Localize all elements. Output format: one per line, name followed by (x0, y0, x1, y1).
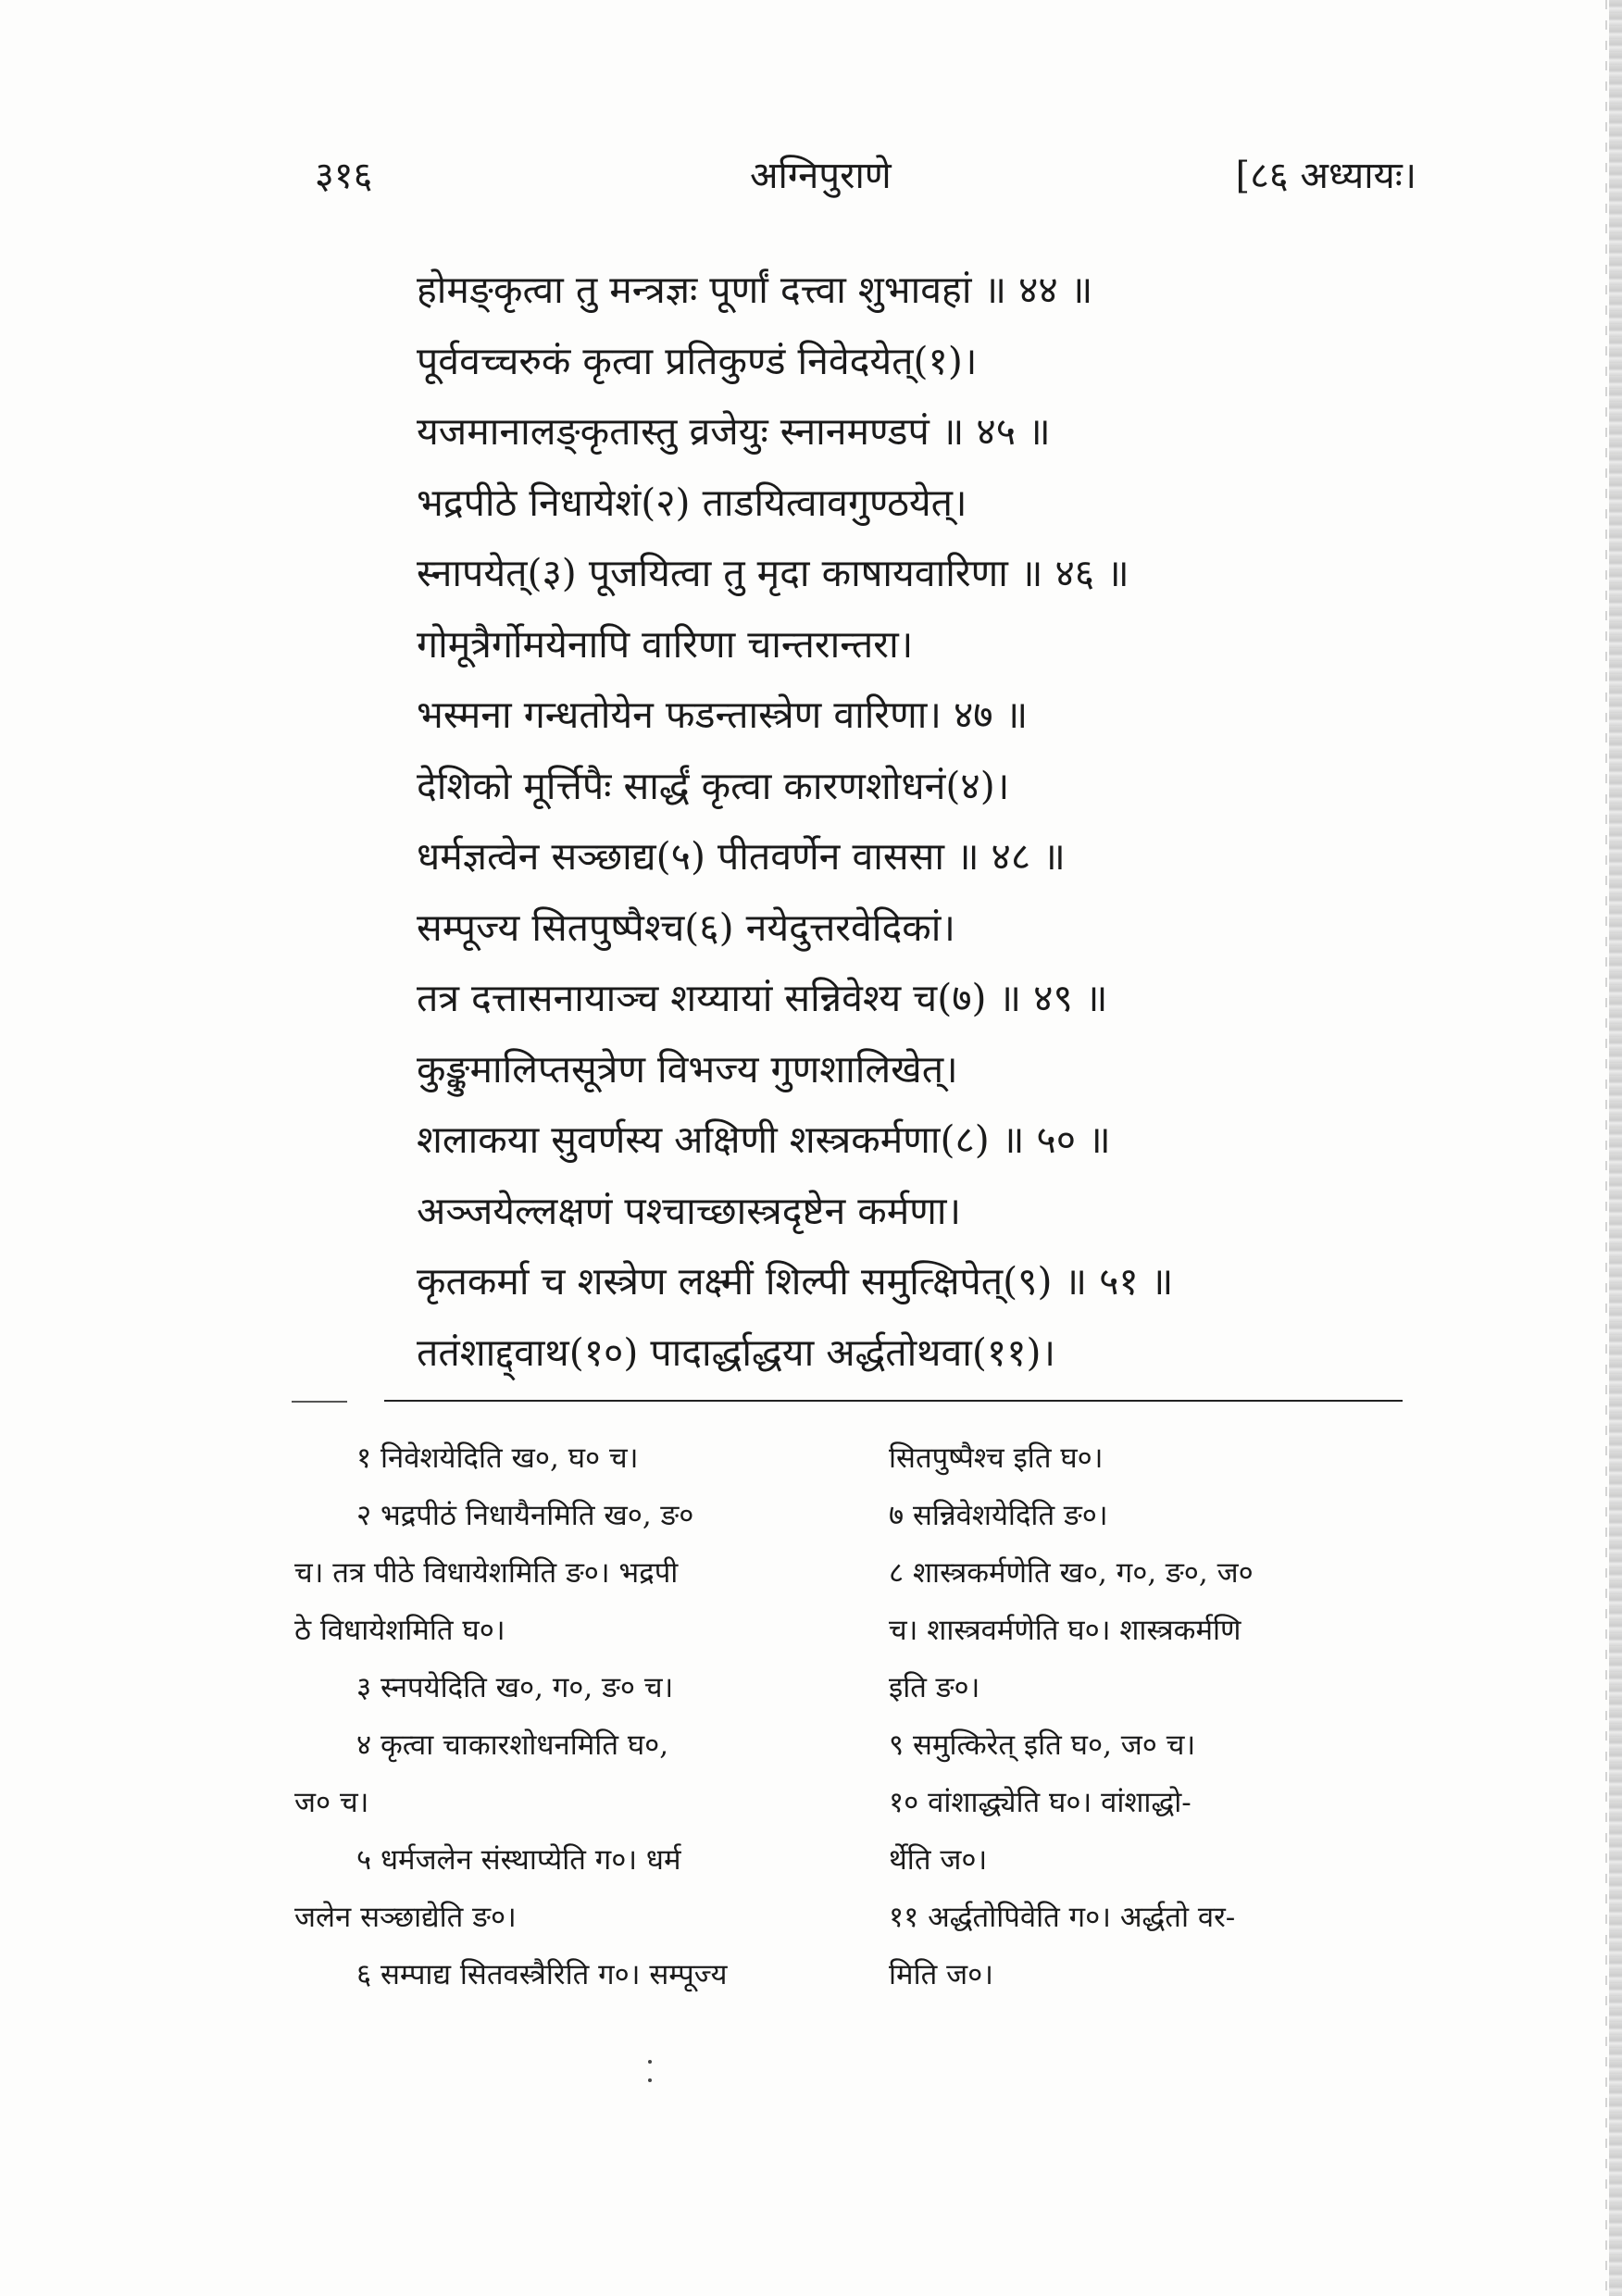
footnote-right-line: सितपुष्पैश्च इति घ०। (889, 1441, 1104, 1475)
verse-line: कृतकर्मा च शस्त्रेण लक्ष्मीं शिल्पी समुत्क्षिपेत्(९) ॥ ५१ ॥ (417, 1259, 1174, 1304)
footnote-right-line: च। शास्त्रवर्मणेति घ०। शास्त्रकर्मणि (889, 1614, 1241, 1647)
verse-line: गोमूत्रैर्गोमयेनापि वारिणा चान्तरान्तरा। (417, 621, 914, 667)
verse-line: भस्मना गन्धतोयेन फडन्तास्त्रेण वारिणा। ४७ ॥ (417, 693, 1029, 737)
scan-speck (648, 2078, 652, 2082)
footnote-right-line: १० वांशाद्ध्येति घ०। वांशाद्धो- (889, 1786, 1192, 1819)
verse-line: तत्र दत्तासनायाञ्च शय्यायां सन्निवेश्य च(७) ॥ ४९ ॥ (417, 976, 1108, 1020)
footnote-left-line: ६ सम्पाद्य सितवस्त्रैरिति ग०। सम्पूज्य (356, 1958, 728, 1991)
verse-line: यजमानालङ्कृतास्तु व्रजेयुः स्नानमण्डपं ॥ ४५ ॥ (417, 409, 1051, 454)
footnote-right-line: ८ शास्त्रकर्मणेति ख०, ग०, ङ०, ज० (889, 1556, 1254, 1590)
verse-line: धर्मज्ञत्वेन सञ्छाद्य(५) पीतवर्णेन वाससा ॥ ४८ ॥ (417, 834, 1066, 879)
footnote-left-line: ठे विधायेशमिति घ०। (294, 1614, 505, 1647)
scan-speck (648, 2060, 652, 2064)
verse-line: भद्रपीठे निधायेशं(२) ताडयित्वावगुण्ठयेत्। (417, 480, 967, 525)
book-title: अग्निपुराणे (750, 155, 892, 197)
footnote-right-line: र्थेति ज०। (889, 1843, 988, 1877)
verse-line: सम्पूज्य सितपुष्पैश्च(६) नयेदुत्तरवेदिकां। (417, 905, 955, 950)
running-header (315, 148, 1416, 204)
binding-edge (1609, 0, 1622, 2296)
footnote-separator-dash (292, 1401, 347, 1403)
verse-line: अञ्जयेल्लक्षणं पश्चाच्छास्त्रदृष्टेन कर्मणा। (417, 1188, 962, 1233)
footnote-left-line: जलेन सञ्छाद्येति ङ०। (294, 1901, 517, 1934)
verse-line: देशिको मूर्त्तिपैः सार्द्धं कृत्वा कारणशोधनं(४)। (417, 763, 1010, 808)
footnote-right-line: ७ सन्निवेशयेदिति ङ०। (889, 1499, 1108, 1532)
verse-line: स्नापयेत्(३) पूजयित्वा तु मृदा काषायवारिणा ॥ ४६ ॥ (417, 551, 1129, 595)
footnote-right-line: इति ङ०। (889, 1671, 980, 1704)
footnote-left-line: च। तत्र पीठे विधायेशमिति ङ०। भद्रपी (294, 1556, 679, 1590)
verse-block (417, 255, 1398, 1388)
footnote-left-line: ३ स्नपयेदिति ख०, ग०, ङ० च। (356, 1671, 674, 1704)
page-number: ३१६ (315, 155, 373, 197)
binding-shadow-line (1605, 0, 1607, 2296)
footnote-left-line: १ निवेशयेदिति ख०, घ० च। (356, 1441, 639, 1475)
footnote-left-line: ४ कृत्वा चाकारशोधनमिति घ०, (356, 1728, 669, 1762)
footnote-left-line: ५ धर्मजलेन संस्थाप्येति ग०। धर्म (356, 1843, 681, 1877)
footnote-left-line: २ भद्रपीठं निधायैनमिति ख०, ङ० (356, 1499, 694, 1532)
footnote-right-line: मिति ज०। (889, 1958, 993, 1991)
footnote-right-line: ११ अर्द्धतोपिवेति ग०। अर्द्धतो वर- (889, 1901, 1236, 1934)
verse-line: शलाकया सुवर्णस्य अक्षिणी शस्त्रकर्मणा(८) ॥ ५० ॥ (417, 1117, 1111, 1162)
verse-line: होमङ्कृत्वा तु मन्त्रज्ञः पूर्णां दत्त्वा शुभावहां ॥ ४४ ॥ (417, 268, 1093, 312)
verse-line: ततंशाद्द्वाथ(१०) पादार्द्धाद्धया अर्द्धतोथवा(११)। (417, 1329, 1056, 1375)
verse-line: कुङ्कुमालिप्तसूत्रेण विभज्य गुणशालिखेत्। (417, 1046, 958, 1092)
footnote-right-line: ९ समुत्किरेत् इति घ०, ज० च। (889, 1728, 1196, 1762)
footnote-left-line: ज० च। (294, 1786, 369, 1819)
footnote-separator-rule (384, 1400, 1403, 1402)
verse-line: पूर्ववच्चरुकं कृत्वा प्रतिकुण्डं निवेदयेत्(१)। (417, 338, 978, 383)
chapter-label: [८६ अध्यायः। (1235, 155, 1416, 197)
